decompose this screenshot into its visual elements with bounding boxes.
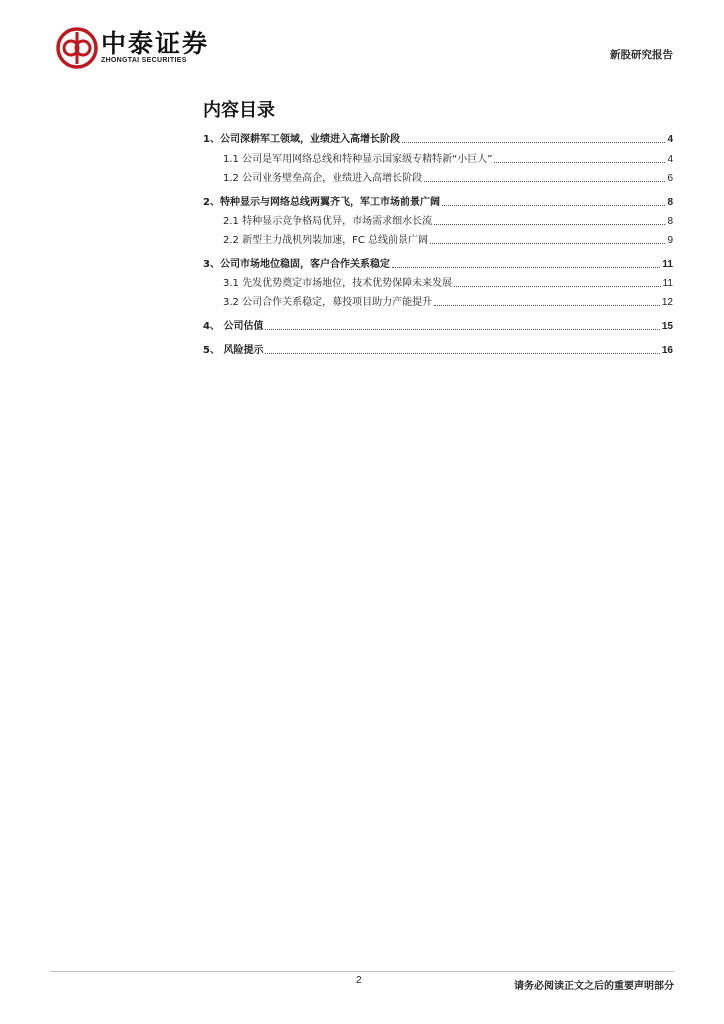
toc-leader-dots: [454, 286, 661, 287]
toc-entry[interactable]: [203, 196, 673, 209]
page-header: [0, 0, 724, 80]
toc-entry[interactable]: [223, 172, 673, 185]
toc-entry-label: 4、 公司估值: [203, 321, 264, 332]
toc-entry-label: 1.1 公司是军用网络总线和特种显示国家级专精特新“小巨人”: [223, 154, 493, 165]
toc-leader-dots: [402, 142, 665, 143]
footer-divider: [50, 971, 674, 972]
toc-entry-label: 3、公司市场地位稳固，客户合作关系稳定: [203, 259, 390, 270]
toc-entry-page: 8: [667, 216, 673, 227]
toc-title: 内容目录: [203, 100, 275, 121]
toc-entry-page: 8: [667, 197, 673, 208]
toc-entry-page: 9: [667, 235, 673, 246]
toc-entry[interactable]: [203, 320, 673, 333]
toc-entry-page: 12: [661, 297, 673, 308]
toc-entry[interactable]: [223, 234, 673, 247]
toc-entry-label: 1、公司深耕军工领域，业绩进入高增长阶段: [203, 134, 400, 145]
toc-entry[interactable]: [203, 258, 673, 271]
toc-entry-label: 1.2 公司业务壁垒高企，业绩进入高增长阶段: [223, 173, 423, 184]
toc-entry-page: 15: [661, 321, 673, 332]
toc-leader-dots: [434, 224, 665, 225]
toc-entry-page: 6: [667, 173, 673, 184]
toc-entry-page: 4: [667, 154, 673, 165]
toc-entry[interactable]: [203, 133, 673, 146]
footer-disclaimer: 请务必阅读正文之后的重要声明部分: [514, 981, 674, 992]
page-number: 2: [356, 975, 362, 986]
toc-entry-page: 11: [662, 278, 673, 289]
toc-leader-dots: [494, 162, 665, 163]
brand-name-cn: 中泰证券: [101, 29, 210, 58]
toc-entry[interactable]: [223, 215, 673, 228]
toc-leader-dots: [430, 243, 665, 244]
toc-entry[interactable]: [223, 296, 673, 309]
toc-leader-dots: [265, 329, 659, 330]
toc-leader-dots: [424, 181, 665, 182]
report-type-label: 新股研究报告: [610, 49, 673, 61]
toc-entry-label: 3.1 先发优势奠定市场地位，技术优势保障未来发展: [223, 278, 453, 289]
toc-entry-label: 2.2 新型主力战机列装加速，FC 总线前景广阔: [223, 235, 428, 246]
toc-leader-dots: [442, 205, 665, 206]
zhongtai-logo-icon: [55, 26, 99, 70]
brand-name-en: ZHONGTAI SECURITIES: [101, 57, 187, 64]
toc-entry[interactable]: [203, 344, 673, 357]
toc-leader-dots: [434, 305, 660, 306]
toc-entry-page: 4: [667, 134, 673, 145]
toc-entry-label: 5、 风险提示: [203, 345, 264, 356]
toc-entry[interactable]: [223, 153, 673, 166]
toc-leader-dots: [392, 267, 660, 268]
toc-leader-dots: [265, 353, 659, 354]
toc-entry-label: 2.1 特种显示竞争格局优异，市场需求细水长流: [223, 216, 433, 227]
toc-entry-page: 16: [661, 345, 673, 356]
toc-entry-label: 3.2 公司合作关系稳定，募投项目助力产能提升: [223, 297, 433, 308]
toc-entry-label: 2、特种显示与网络总线两翼齐飞，军工市场前景广阔: [203, 197, 440, 208]
toc-entry[interactable]: [223, 277, 673, 290]
toc-entry-page: 11: [662, 259, 673, 270]
